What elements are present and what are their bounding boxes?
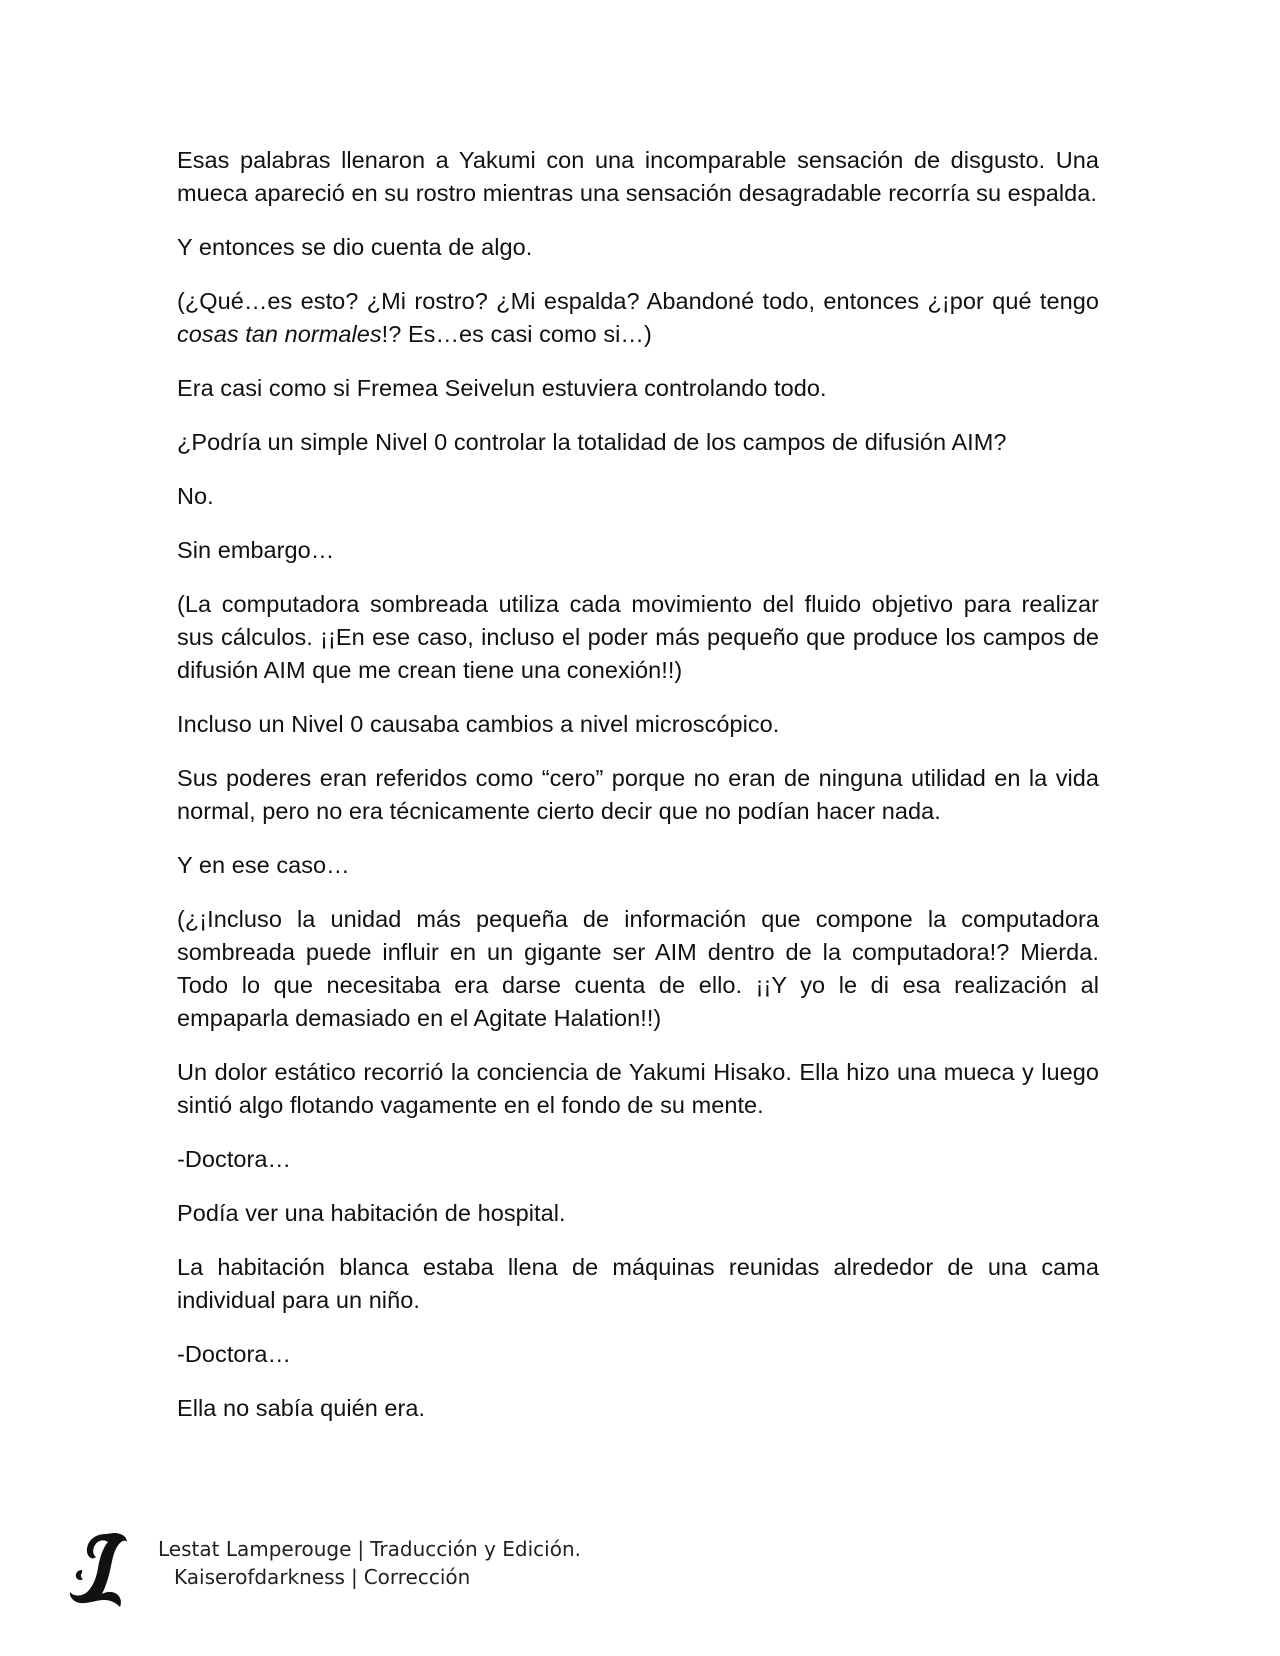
paragraph-with-emphasis: [177, 285, 1099, 351]
credit-separator: |: [350, 1565, 358, 1589]
corrector-role: Corrección: [363, 1565, 471, 1589]
paragraph: No.: [177, 483, 214, 509]
paragraph: La habitación blanca estaba llena de máquinas reunidas alrededor de una cama individual para un niño.: [177, 1254, 1099, 1313]
paragraph: Incluso un Nivel 0 causaba cambios a nivel microscópico.: [177, 711, 780, 737]
footer-credit-translation: [158, 1536, 581, 1562]
corrector-name: Kaiserofdarkness: [174, 1565, 345, 1589]
gothic-l-logo-icon: [66, 1530, 128, 1610]
paragraph-text-before: (¿Qué…es esto? ¿Mi rostro? ¿Mi espalda? Abandoné todo, entonces ¿¡por qué tengo: [177, 288, 1099, 314]
paragraph: ¿Podría un simple Nivel 0 controlar la totalidad de los campos de difusión AIM?: [177, 429, 1007, 455]
paragraph: Un dolor estático recorrió la conciencia de Yakumi Hisako. Ella hizo una mueca y luego sintió algo flotando vagamente en el fondo de su mente.: [177, 1059, 1099, 1118]
paragraph-text-after: !? Es…es casi como si…): [381, 321, 652, 347]
paragraph: Esas palabras llenaron a Yakumi con una incomparable sensación de disgusto. Una mueca apareció en su rostro mientras una sensación desagradable recorría su espalda.: [177, 147, 1099, 206]
translator-name: Lestat Lamperouge: [158, 1537, 352, 1561]
document-body: [177, 144, 1099, 1446]
paragraph: -Doctora…: [177, 1341, 292, 1367]
paragraph: (La computadora sombreada utiliza cada movimiento del fluido objetivo para realizar sus cálculos. ¡¡En ese caso, incluso el poder más pequeño que produce los campos de difusión AIM que me crean tiene una conexión!!): [177, 591, 1099, 683]
paragraph: Era casi como si Fremea Seivelun estuviera controlando todo.: [177, 375, 827, 401]
paragraph: Sus poderes eran referidos como “cero” porque no eran de ninguna utilidad en la vida normal, pero no era técnicamente cierto decir que no podían hacer nada.: [177, 765, 1099, 824]
paragraph: -Doctora…: [177, 1146, 292, 1172]
page-footer: [66, 1530, 586, 1620]
translator-role: Traducción y Edición.: [370, 1537, 581, 1561]
paragraph: Y en ese caso…: [177, 852, 350, 878]
footer-credit-correction: [174, 1564, 470, 1590]
paragraph: Sin embargo…: [177, 537, 335, 563]
paragraph: Podía ver una habitación de hospital.: [177, 1200, 566, 1226]
paragraph: Y entonces se dio cuenta de algo.: [177, 234, 533, 260]
credit-separator: |: [357, 1537, 365, 1561]
paragraph: Ella no sabía quién era.: [177, 1395, 426, 1421]
paragraph: (¿¡Incluso la unidad más pequeña de información que compone la computadora sombreada puede influir en un gigante ser AIM dentro de la computadora!? Mierda. Todo lo que necesitaba era darse cuenta de ello. ¡¡Y yo le di esa realización al empaparla demasiado en el Agitate Halation!!): [177, 906, 1099, 1031]
emphasized-text: cosas tan normales: [177, 321, 382, 347]
